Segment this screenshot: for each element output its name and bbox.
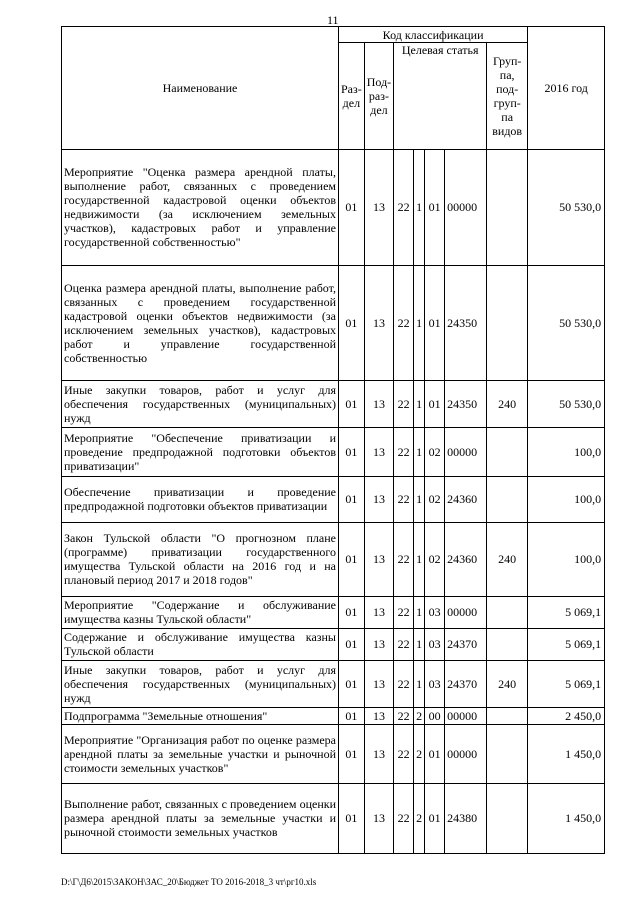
row-amount: 100,0 [528,476,605,522]
row-podrazdel: 13 [364,596,393,628]
table-row [62,476,605,522]
row-subprogram-code: 2 [414,724,425,783]
row-razdel: 01 [339,265,365,380]
row-event-code: 03 [425,660,445,707]
row-event-code: 00 [425,707,445,724]
row-subprogram-code: 1 [414,660,425,707]
row-expense-group [487,476,528,522]
header-code-classification: Код классификации [339,27,528,43]
row-event-code: 03 [425,596,445,628]
row-expense-group: 240 [487,522,528,596]
row-podrazdel: 13 [364,707,393,724]
row-expense-group [487,265,528,380]
row-subprogram-code: 1 [414,380,425,427]
row-subprogram-code: 2 [414,783,425,853]
row-name: Иные закупки товаров, работ и услуг для обеспечения государственных (муниципальных) нужд [62,380,339,427]
row-direction-code: 00000 [445,427,487,476]
row-podrazdel: 13 [364,380,393,427]
row-amount: 2 450,0 [528,707,605,724]
row-razdel: 01 [339,476,365,522]
row-amount: 100,0 [528,522,605,596]
row-razdel: 01 [339,596,365,628]
row-subprogram-code: 1 [414,628,425,660]
table-row [62,380,605,427]
row-name: Обеспечение приватизации и проведение предпродажной подготовки объектов приватизации [62,476,339,522]
row-program-code: 22 [394,707,414,724]
row-razdel: 01 [339,427,365,476]
header-name: Наименование [62,27,339,150]
row-expense-group [487,707,528,724]
row-direction-code: 24350 [445,380,487,427]
row-expense-group: 240 [487,660,528,707]
row-subprogram-code: 1 [414,476,425,522]
row-direction-code: 24370 [445,660,487,707]
row-program-code: 22 [394,596,414,628]
row-direction-code: 00000 [445,149,487,265]
table-row [62,522,605,596]
row-program-code: 22 [394,724,414,783]
row-direction-code: 24350 [445,265,487,380]
row-program-code: 22 [394,660,414,707]
row-expense-group [487,149,528,265]
row-name: Мероприятие "Оценка размера арендной платы, выполнение работ, связанных с проведением государственной кадастровой оценки объектов недвижимости (за исключением земельных участков), кадастровых работ и управление государственной собственностью" [62,149,339,265]
row-podrazdel: 13 [364,628,393,660]
row-name: Иные закупки товаров, работ и услуг для обеспечения государственных (муниципальных) нужд [62,660,339,707]
row-program-code: 22 [394,427,414,476]
row-name: Выполнение работ, связанных с проведением оценки размера арендной платы за земельные участки и рыночной стоимости земельных участков [62,783,339,853]
row-razdel: 01 [339,522,365,596]
row-event-code: 01 [425,783,445,853]
row-amount: 5 069,1 [528,660,605,707]
row-expense-group [487,596,528,628]
row-program-code: 22 [394,522,414,596]
page-number: 11 [327,13,339,27]
file-path-footer: D:\Г\Д6\2015\ЗАКОН\ЗАС_20\Бюджет ТО 2016-2018_3 чт\рг10.xls [61,877,317,887]
row-direction-code: 00000 [445,596,487,628]
row-program-code: 22 [394,628,414,660]
row-program-code: 22 [394,380,414,427]
row-subprogram-code: 1 [414,149,425,265]
row-event-code: 01 [425,724,445,783]
header-podrazdel: Под-раз-дел [364,43,393,150]
header-target-article: Целевая статья [394,43,487,58]
row-amount: 1 450,0 [528,724,605,783]
row-event-code: 01 [425,380,445,427]
row-name: Содержание и обслуживание имущества казны Тульской области [62,628,339,660]
table-row [62,783,605,853]
row-razdel: 01 [339,628,365,660]
header-group: Груп-па, под-груп-па видов [487,43,528,150]
table-row [62,660,605,707]
row-amount: 50 530,0 [528,149,605,265]
row-subprogram-code: 2 [414,707,425,724]
row-podrazdel: 13 [364,265,393,380]
row-event-code: 03 [425,628,445,660]
row-name: Мероприятие "Обеспечение приватизации и проведение предпродажной подготовки объектов приватизации" [62,427,339,476]
row-event-code: 01 [425,149,445,265]
row-subprogram-code: 1 [414,265,425,380]
row-program-code: 22 [394,783,414,853]
row-program-code: 22 [394,265,414,380]
row-direction-code: 24380 [445,783,487,853]
row-direction-code: 00000 [445,707,487,724]
row-name: Закон Тульской области "О прогнозном плане (программе) приватизации государственного имущества Тульской области на 2016 год и на плановый период 2017 и 2018 годов" [62,522,339,596]
row-podrazdel: 13 [364,427,393,476]
table-row [62,149,605,265]
row-amount: 50 530,0 [528,380,605,427]
row-event-code: 01 [425,265,445,380]
table-row [62,724,605,783]
row-razdel: 01 [339,783,365,853]
row-razdel: 01 [339,707,365,724]
row-expense-group [487,628,528,660]
row-podrazdel: 13 [364,660,393,707]
row-razdel: 01 [339,660,365,707]
row-razdel: 01 [339,149,365,265]
table-row [62,707,605,724]
row-direction-code: 24360 [445,476,487,522]
row-amount: 5 069,1 [528,628,605,660]
row-podrazdel: 13 [364,783,393,853]
row-event-code: 02 [425,427,445,476]
row-expense-group [487,783,528,853]
row-amount: 50 530,0 [528,265,605,380]
row-name: Оценка размера арендной платы, выполнение работ, связанных с проведением государственной кадастровой оценки объектов недвижимости (за исключением земельных участков), кадастровых работ и управление государственной собственностью [62,265,339,380]
row-amount: 100,0 [528,427,605,476]
row-subprogram-code: 1 [414,522,425,596]
row-podrazdel: 13 [364,476,393,522]
row-program-code: 22 [394,149,414,265]
row-subprogram-code: 1 [414,596,425,628]
row-podrazdel: 13 [364,724,393,783]
header-razdel: Раз-дел [339,43,365,150]
row-name: Мероприятие "Организация работ по оценке размера арендной платы за земельные участки и рыночной стоимости земельных участков" [62,724,339,783]
header-year: 2016 год [528,27,605,150]
table-row [62,628,605,660]
row-razdel: 01 [339,380,365,427]
table-row [62,596,605,628]
row-subprogram-code: 1 [414,427,425,476]
row-event-code: 02 [425,522,445,596]
row-program-code: 22 [394,476,414,522]
table-row [62,427,605,476]
row-direction-code: 24370 [445,628,487,660]
budget-table [61,26,605,854]
row-amount: 1 450,0 [528,783,605,853]
row-amount: 5 069,1 [528,596,605,628]
table-row [62,265,605,380]
row-direction-code: 00000 [445,724,487,783]
row-name: Подпрограмма "Земельные отношения" [62,707,339,724]
row-event-code: 02 [425,476,445,522]
row-podrazdel: 13 [364,522,393,596]
row-expense-group: 240 [487,380,528,427]
row-direction-code: 24360 [445,522,487,596]
row-expense-group [487,724,528,783]
row-expense-group [487,427,528,476]
row-podrazdel: 13 [364,149,393,265]
row-razdel: 01 [339,724,365,783]
row-name: Мероприятие "Содержание и обслуживание имущества казны Тульской области" [62,596,339,628]
